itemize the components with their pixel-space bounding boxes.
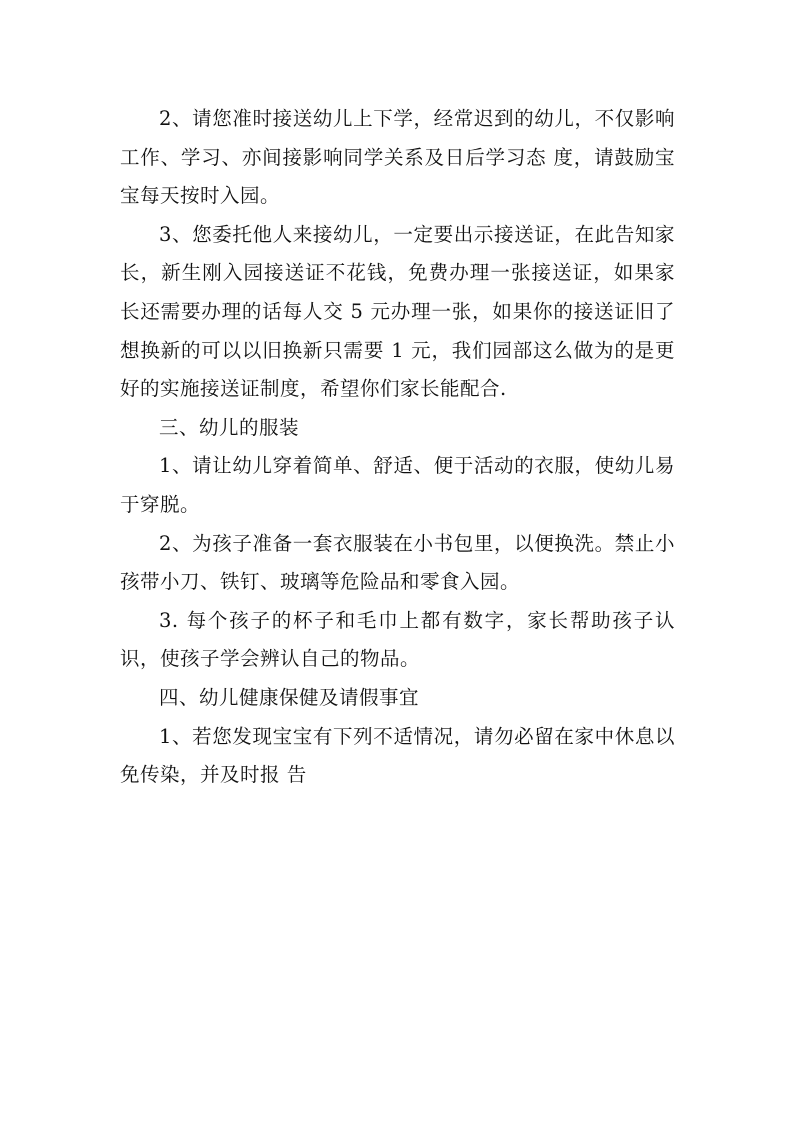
paragraph-clothing-simple: 1、请让幼儿穿着简单、舒适、便于活动的衣服，使幼儿易于穿脱。: [120, 454, 675, 516]
section-heading-clothing: 三、幼儿的服装: [159, 415, 300, 439]
paragraph-pickup-card: 3、您委托他人来接幼儿，一定要出示接送证，在此告知家长，新生刚入园接送证不花钱，免费办理一张接送证，如果家长还需要办理的话每人交 5 元办理一张，如果你的接送证旧了想换新的可以以旧换新只需要 1 元，我们园部这么做为的是更好的实施接送证制度，希望你们家长能配合.: [120, 222, 675, 401]
paragraph-pickup-on-time: 2、请您准时接送幼儿上下学，经常迟到的幼儿，不仅影响工作、学习、亦间接影响同学关系及日后学习态 度，请鼓励宝宝每天按时入园。: [120, 107, 675, 208]
paragraph-illness-stay-home: 1、若您发现宝宝有下列不适情况，请勿必留在家中休息以免传染，并及时报 告: [120, 724, 675, 787]
section-heading-health-leave: 四、幼儿健康保健及请假事宜: [159, 685, 420, 709]
document-body: [120, 100, 675, 795]
paragraph-spare-clothes: 2、为孩子准备一套衣服装在小书包里，以便换洗。禁止小孩带小刀、铁钉、玻璃等危险品和零食入园。: [120, 531, 675, 594]
paragraph-cup-towel-numbers: 3. 每个孩子的杯子和毛巾上都有数字，家长帮助孩子认识，使孩子学会辨认自己的物品。: [120, 608, 675, 671]
